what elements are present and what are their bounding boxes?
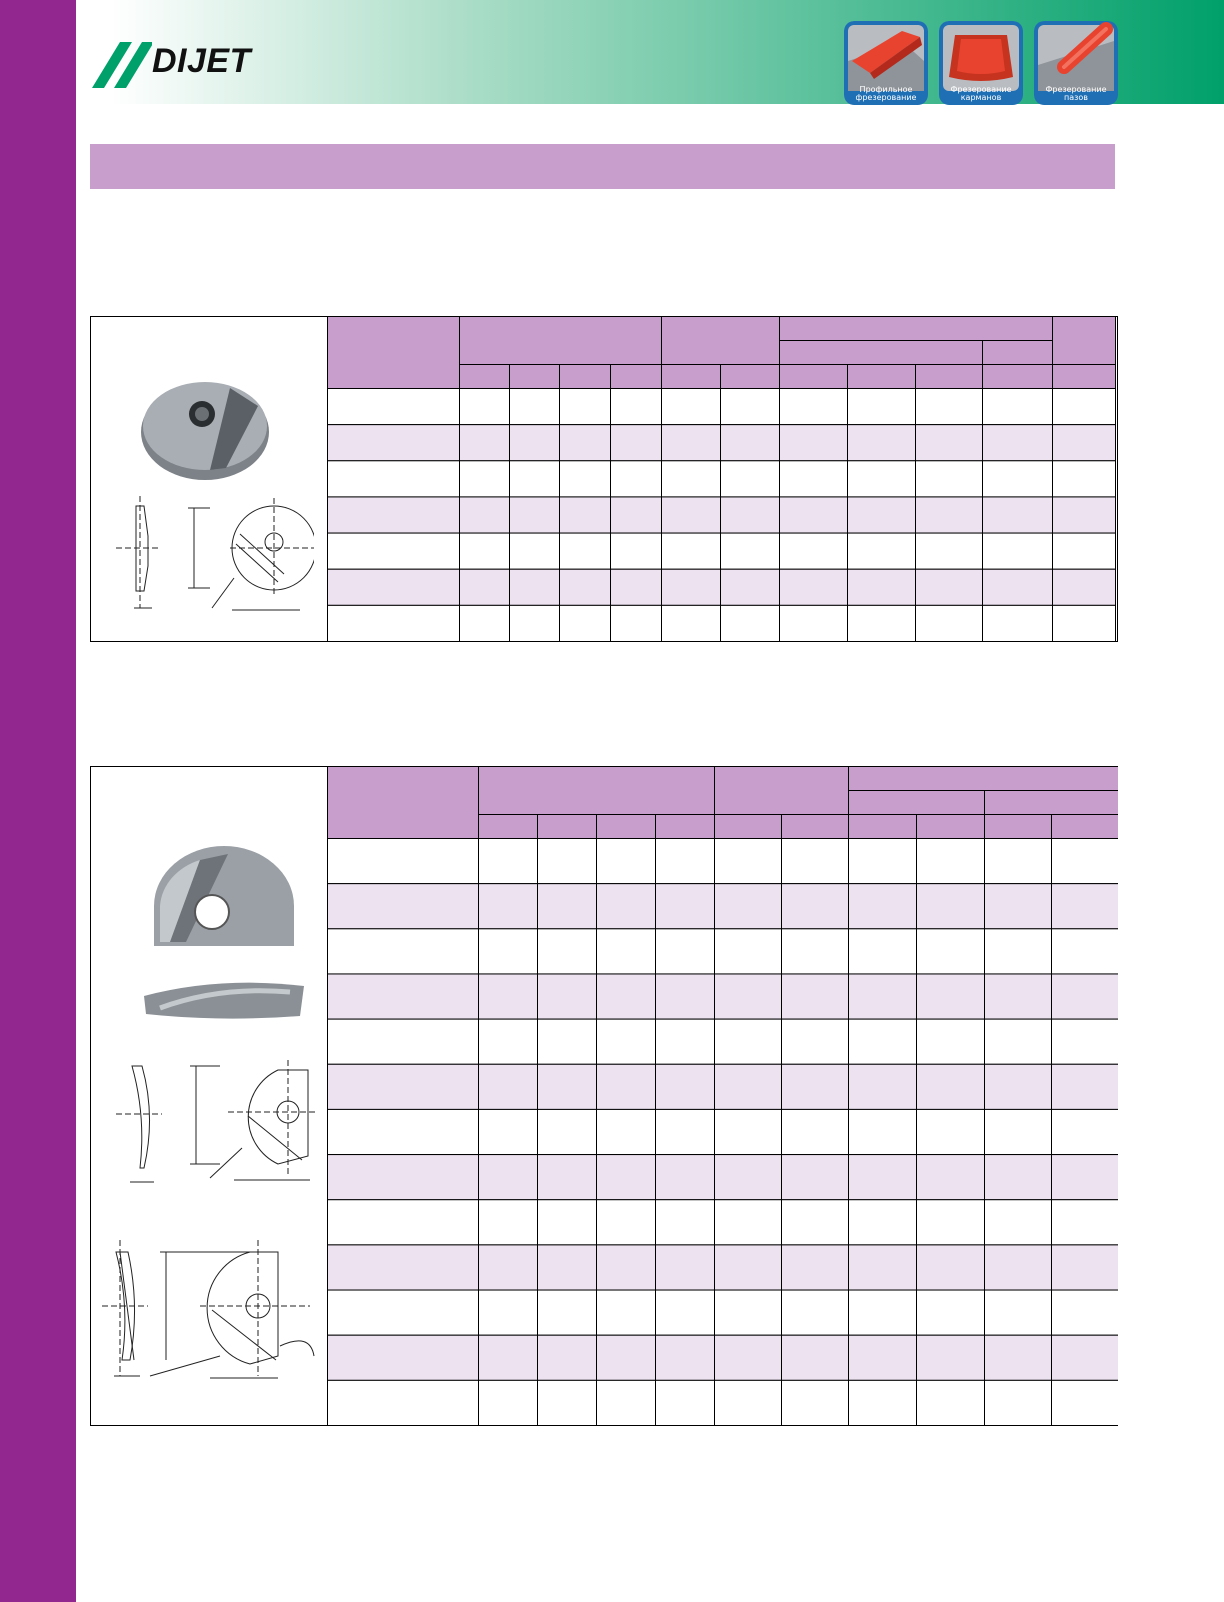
table-cell	[1053, 389, 1116, 425]
table-cell	[611, 497, 662, 533]
table-cell	[715, 839, 782, 884]
table-cell	[460, 533, 510, 569]
table-cell	[1052, 1290, 1119, 1335]
op-label-line1: Фрезерование	[1045, 85, 1107, 94]
table-cell	[597, 1155, 656, 1200]
table-cell	[917, 929, 985, 974]
table-cell	[597, 1335, 656, 1380]
table-cell	[849, 1200, 917, 1245]
table-cell	[848, 533, 916, 569]
table-cell	[782, 974, 849, 1019]
table-cell	[662, 533, 721, 569]
logo-text: DIJET	[152, 42, 251, 80]
table-cell	[985, 1335, 1052, 1380]
table-header-cell	[715, 767, 849, 815]
table-cell	[916, 461, 983, 497]
table-cell	[656, 1200, 715, 1245]
table-cell	[985, 1019, 1052, 1064]
table-cell	[611, 461, 662, 497]
table-cell	[510, 461, 560, 497]
table-cell	[983, 425, 1053, 461]
table-cell	[1052, 839, 1119, 884]
table-cell	[985, 1245, 1052, 1290]
table-cell	[479, 1019, 538, 1064]
table-cell	[782, 1245, 849, 1290]
table-cell	[560, 605, 611, 641]
table-cell	[328, 1380, 479, 1425]
table-cell	[538, 1245, 597, 1290]
table-cell	[656, 1155, 715, 1200]
table-cell	[721, 497, 780, 533]
table-cell	[328, 389, 460, 425]
table-cell	[983, 569, 1053, 605]
insert-photo-2	[140, 846, 310, 1036]
insert-photo-1	[130, 376, 280, 486]
table-cell	[328, 884, 479, 929]
table-cell	[538, 1290, 597, 1335]
table-cell	[782, 1019, 849, 1064]
table-cell	[662, 569, 721, 605]
table-cell	[510, 533, 560, 569]
table-cell	[782, 839, 849, 884]
table-cell	[983, 605, 1053, 641]
table-cell	[780, 605, 848, 641]
table-cell	[848, 605, 916, 641]
table-cell	[849, 1109, 917, 1154]
table-cell	[560, 389, 611, 425]
table-cell	[715, 1380, 782, 1425]
table-cell	[715, 1064, 782, 1109]
table-header-cell	[479, 767, 715, 815]
table-cell	[460, 461, 510, 497]
table-cell	[983, 389, 1053, 425]
table-cell	[479, 884, 538, 929]
table-cell	[656, 929, 715, 974]
table-cell	[560, 533, 611, 569]
table-header-cell	[662, 317, 780, 365]
table-cell	[782, 1109, 849, 1154]
table-cell	[328, 425, 460, 461]
dijet-logo-mark	[90, 40, 152, 90]
table-cell	[715, 974, 782, 1019]
table-cell	[721, 389, 780, 425]
table-cell	[656, 884, 715, 929]
dijet-logo	[90, 40, 290, 90]
table-cell	[917, 974, 985, 1019]
table-cell	[715, 1155, 782, 1200]
table-cell	[510, 425, 560, 461]
table-header-cell	[916, 365, 983, 389]
section-title-bar	[90, 144, 1115, 189]
table-cell	[985, 1155, 1052, 1200]
table-cell	[782, 884, 849, 929]
table-cell	[479, 1109, 538, 1154]
table-cell	[849, 1290, 917, 1335]
insert-drawing-1	[114, 496, 314, 626]
table-cell	[328, 1109, 479, 1154]
table-cell	[328, 461, 460, 497]
table-cell	[1052, 974, 1119, 1019]
table-cell	[917, 1064, 985, 1109]
table-cell	[328, 839, 479, 884]
table-cell	[328, 1245, 479, 1290]
table-header-cell	[782, 815, 849, 839]
table-header-cell	[1052, 815, 1119, 839]
table-cell	[597, 1245, 656, 1290]
table-cell	[538, 1155, 597, 1200]
table-cell	[1053, 461, 1116, 497]
table-cell	[916, 389, 983, 425]
table-header-cell	[983, 365, 1053, 389]
table-header-cell	[780, 317, 1053, 341]
table-cell	[560, 497, 611, 533]
table-cell	[656, 1335, 715, 1380]
table-cell	[1053, 533, 1116, 569]
table-cell	[916, 497, 983, 533]
table-cell	[538, 1335, 597, 1380]
table-cell	[328, 497, 460, 533]
table-cell	[328, 929, 479, 974]
table-cell	[656, 839, 715, 884]
table-cell	[328, 605, 460, 641]
table-cell	[328, 569, 460, 605]
table-cell	[985, 1064, 1052, 1109]
table-cell	[848, 569, 916, 605]
table-cell	[538, 1064, 597, 1109]
table-cell	[1052, 1380, 1119, 1425]
table-header-cell	[780, 365, 848, 389]
table-cell	[780, 533, 848, 569]
table-cell	[656, 974, 715, 1019]
table-cell	[715, 1019, 782, 1064]
table-cell	[328, 533, 460, 569]
table-cell	[780, 425, 848, 461]
table-cell	[916, 569, 983, 605]
table-cell	[849, 1380, 917, 1425]
table-cell	[985, 1109, 1052, 1154]
table-cell	[721, 533, 780, 569]
table-cell	[597, 929, 656, 974]
table-header-cell	[328, 767, 479, 839]
table-cell	[597, 974, 656, 1019]
table-cell	[985, 974, 1052, 1019]
table-cell	[510, 605, 560, 641]
op-label-line1: Фрезерование	[950, 85, 1012, 94]
table-cell	[611, 425, 662, 461]
table-cell	[538, 1109, 597, 1154]
table-cell	[656, 1019, 715, 1064]
table-cell	[917, 839, 985, 884]
table-cell	[656, 1290, 715, 1335]
table-cell	[715, 929, 782, 974]
table-cell	[597, 1200, 656, 1245]
table-cell	[1052, 1019, 1119, 1064]
table-cell	[1053, 569, 1116, 605]
table-header-cell	[662, 365, 721, 389]
table-cell	[848, 497, 916, 533]
table-cell	[983, 533, 1053, 569]
table-cell	[597, 884, 656, 929]
table-cell	[510, 569, 560, 605]
table-header-cell	[1053, 365, 1116, 389]
table-cell	[849, 839, 917, 884]
table-cell	[479, 929, 538, 974]
table-cell	[538, 1380, 597, 1425]
table-cell	[560, 461, 611, 497]
table-cell	[328, 1290, 479, 1335]
table-cell	[479, 1155, 538, 1200]
op-label-line2: карманов	[960, 93, 1002, 102]
table-cell	[611, 533, 662, 569]
table-cell	[1052, 1245, 1119, 1290]
table-cell	[1053, 605, 1116, 641]
table-cell	[328, 1200, 479, 1245]
table-cell	[538, 1200, 597, 1245]
table-header-cell	[985, 815, 1052, 839]
table-cell	[611, 389, 662, 425]
table-cell	[983, 461, 1053, 497]
table-cell	[538, 974, 597, 1019]
table-header-cell	[780, 341, 983, 365]
table-cell	[916, 605, 983, 641]
op-label-line2: фрезерование	[855, 93, 917, 102]
table-cell	[917, 1019, 985, 1064]
table-cell	[917, 1155, 985, 1200]
table-cell	[917, 1200, 985, 1245]
table-cell	[782, 1290, 849, 1335]
table-cell	[917, 1380, 985, 1425]
table-header-cell	[611, 365, 662, 389]
table-cell	[715, 1290, 782, 1335]
table-cell	[479, 1245, 538, 1290]
table-cell	[662, 425, 721, 461]
table-cell	[782, 929, 849, 974]
table-cell	[597, 1380, 656, 1425]
table-header-cell	[479, 815, 538, 839]
table-cell	[656, 1380, 715, 1425]
op-label-line2: пазов	[1064, 93, 1088, 102]
table-cell	[782, 1155, 849, 1200]
table-cell	[1052, 884, 1119, 929]
table-cell	[460, 569, 510, 605]
table-cell	[848, 389, 916, 425]
table-cell	[662, 461, 721, 497]
table-cell	[560, 569, 611, 605]
table-cell	[1052, 1109, 1119, 1154]
table-cell	[985, 929, 1052, 974]
table-cell	[1053, 425, 1116, 461]
table-cell	[611, 569, 662, 605]
table-cell	[510, 389, 560, 425]
table-cell	[328, 1064, 479, 1109]
table-cell	[916, 533, 983, 569]
table-header-cell	[849, 791, 985, 815]
table-cell	[715, 1245, 782, 1290]
table-header-cell	[328, 317, 460, 389]
table-cell	[611, 605, 662, 641]
table-cell	[849, 884, 917, 929]
table-cell	[538, 929, 597, 974]
table-cell	[479, 1335, 538, 1380]
table-cell	[597, 839, 656, 884]
table-cell	[985, 884, 1052, 929]
table-cell	[510, 497, 560, 533]
table-cell	[479, 1200, 538, 1245]
table-header-cell	[985, 791, 1119, 815]
table-cell	[460, 497, 510, 533]
table-cell	[917, 1245, 985, 1290]
table-cell	[985, 1290, 1052, 1335]
table-header-cell	[721, 365, 780, 389]
table-cell	[715, 1335, 782, 1380]
table-cell	[597, 1290, 656, 1335]
table-cell	[597, 1019, 656, 1064]
table-cell	[662, 497, 721, 533]
table-cell	[597, 1109, 656, 1154]
table-cell	[656, 1109, 715, 1154]
left-sidebar-stripe	[0, 0, 76, 1602]
table-cell	[916, 425, 983, 461]
table-cell	[328, 1155, 479, 1200]
table-cell	[985, 839, 1052, 884]
table-cell	[849, 929, 917, 974]
table-cell	[460, 605, 510, 641]
table-header-cell	[849, 767, 1119, 791]
table-cell	[715, 1200, 782, 1245]
table-cell	[1052, 1155, 1119, 1200]
table-cell	[721, 461, 780, 497]
table-cell	[1052, 929, 1119, 974]
table-header-cell	[917, 815, 985, 839]
table-cell	[1052, 1335, 1119, 1380]
table-header-cell	[983, 341, 1053, 365]
table-header-cell	[460, 365, 510, 389]
table-header-cell	[1053, 317, 1116, 365]
table-header-cell	[656, 815, 715, 839]
table-cell	[479, 1064, 538, 1109]
table-cell	[849, 1245, 917, 1290]
table-cell	[917, 1290, 985, 1335]
table-cell	[782, 1335, 849, 1380]
table-header-cell	[538, 815, 597, 839]
table-cell	[662, 389, 721, 425]
table-cell	[1053, 497, 1116, 533]
table-header-cell	[510, 365, 560, 389]
table-header-cell	[715, 815, 782, 839]
table-cell	[460, 425, 510, 461]
table-header-cell	[597, 815, 656, 839]
table-cell	[849, 1155, 917, 1200]
table-cell	[538, 884, 597, 929]
table-cell	[917, 884, 985, 929]
table-header-cell	[460, 317, 662, 365]
table-cell	[849, 974, 917, 1019]
table-cell	[1052, 1064, 1119, 1109]
table-cell	[656, 1245, 715, 1290]
table-cell	[662, 605, 721, 641]
table-cell	[848, 425, 916, 461]
table-cell	[917, 1109, 985, 1154]
table-cell	[597, 1064, 656, 1109]
op-label-line1: Профильное	[859, 85, 913, 94]
table-cell	[715, 884, 782, 929]
table-cell	[328, 974, 479, 1019]
table-cell	[780, 497, 848, 533]
insert-drawing-3	[100, 1236, 320, 1386]
table-cell	[782, 1380, 849, 1425]
table-cell	[328, 1019, 479, 1064]
table-cell	[479, 974, 538, 1019]
pocket-milling-icon	[939, 21, 1023, 105]
table-cell	[1052, 1200, 1119, 1245]
table-cell	[560, 425, 611, 461]
insert-drawing-2	[112, 1056, 316, 1196]
table-header-cell	[848, 365, 916, 389]
table-cell	[460, 389, 510, 425]
table-header-cell	[849, 815, 917, 839]
table-cell	[917, 1335, 985, 1380]
table-cell	[983, 497, 1053, 533]
table-cell	[780, 461, 848, 497]
table-cell	[780, 569, 848, 605]
table-cell	[985, 1200, 1052, 1245]
table-cell	[985, 1380, 1052, 1425]
table-cell	[782, 1064, 849, 1109]
profile-milling-icon	[844, 21, 928, 105]
slot-milling-icon	[1034, 21, 1118, 105]
table-cell	[848, 461, 916, 497]
table-cell	[782, 1200, 849, 1245]
table-cell	[849, 1019, 917, 1064]
table-cell	[328, 1335, 479, 1380]
table-cell	[721, 425, 780, 461]
table-cell	[656, 1064, 715, 1109]
table-cell	[721, 569, 780, 605]
table-cell	[538, 1019, 597, 1064]
table-cell	[721, 605, 780, 641]
table-cell	[715, 1109, 782, 1154]
table-cell	[479, 1290, 538, 1335]
table-header-cell	[560, 365, 611, 389]
table-cell	[479, 1380, 538, 1425]
table-cell	[479, 839, 538, 884]
table-cell	[849, 1335, 917, 1380]
table-cell	[538, 839, 597, 884]
table-cell	[849, 1064, 917, 1109]
table-cell	[780, 389, 848, 425]
